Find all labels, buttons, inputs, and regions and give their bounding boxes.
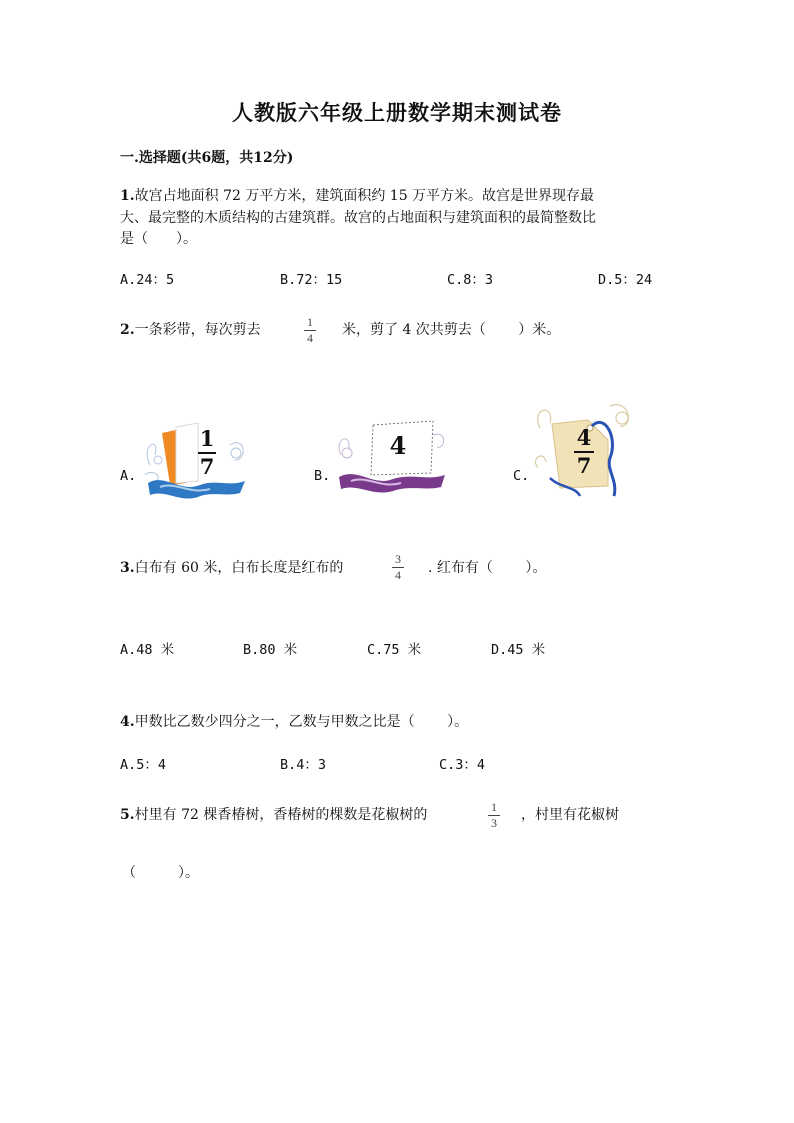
q4-option-a[interactable]: A.5：4 xyxy=(120,757,167,773)
q3-fraction xyxy=(389,553,407,582)
question-1-line-1 xyxy=(120,186,594,206)
image-number: 4 xyxy=(389,431,407,460)
fraction-numerator: 1 xyxy=(491,800,497,814)
fraction-denominator: 4 xyxy=(307,331,313,345)
question-5-text-b: ，村里有花椒树 xyxy=(521,807,619,823)
question-3-text-b: . 红布有（ ）。 xyxy=(428,560,547,576)
q1-option-d[interactable]: D.5：24 xyxy=(598,272,653,288)
q2-option-a-image[interactable] xyxy=(140,405,250,500)
q3-option-d[interactable]: D.45 米 xyxy=(491,642,546,658)
fraction-numerator: 3 xyxy=(395,552,401,566)
question-1-line-3: 是（ ）。 xyxy=(120,231,197,247)
question-5-answer-blank[interactable]: （ ）。 xyxy=(122,865,199,881)
question-text: 村里有 72 棵香椿树，香椿树的棵数是花椒树的 xyxy=(134,807,428,823)
image-fraction xyxy=(572,426,596,478)
q2-option-c-label[interactable]: C. xyxy=(513,468,530,484)
fraction-numerator: 1 xyxy=(199,426,215,451)
question-1-line-2: 大、最完整的木质结构的古建筑群。故宫的占地面积与建筑面积的最简整数比 xyxy=(120,210,596,226)
question-number: 1. xyxy=(120,188,135,204)
q4-option-c[interactable]: C.3：4 xyxy=(439,757,486,773)
question-text: 故宫占地面积 72 万平方米，建筑面积约 15 万平方米。故宫是世界现存最 xyxy=(134,188,595,204)
q1-option-a[interactable]: A.24：5 xyxy=(120,272,175,288)
q5-fraction xyxy=(485,801,503,830)
fraction-denominator: 3 xyxy=(491,816,497,830)
q3-option-c[interactable]: C.75 米 xyxy=(367,642,422,658)
question-text: 甲数比乙数少四分之一，乙数与甲数之比是（ ）。 xyxy=(134,714,469,730)
q1-option-b[interactable]: B.72：15 xyxy=(280,272,343,288)
image-fraction xyxy=(196,427,218,479)
fraction-numerator: 4 xyxy=(576,425,592,450)
fraction-denominator: 7 xyxy=(199,454,215,479)
question-number: 3. xyxy=(120,560,135,576)
question-text: 一条彩带，每次剪去 xyxy=(134,322,261,338)
question-5-text-a xyxy=(120,805,427,825)
question-4-text xyxy=(120,712,468,732)
question-number: 2. xyxy=(120,322,135,338)
q3-option-b[interactable]: B.80 米 xyxy=(243,642,298,658)
fraction-denominator: 4 xyxy=(395,568,401,582)
fraction-numerator: 1 xyxy=(307,315,313,329)
question-3-text-a xyxy=(120,558,343,578)
q2-fraction xyxy=(301,316,319,345)
q2-option-b-image[interactable] xyxy=(333,415,451,495)
section-heading: 一.选择题(共6题，共12分) xyxy=(120,150,294,166)
q1-option-c[interactable]: C.8：3 xyxy=(447,272,494,288)
fraction-denominator: 7 xyxy=(576,453,592,478)
q2-option-a-label[interactable]: A. xyxy=(120,468,137,484)
question-number: 4. xyxy=(120,714,135,730)
question-2-text-a xyxy=(120,320,261,340)
question-text: 白布有 60 米，白布长度是红布的 xyxy=(134,560,344,576)
question-number: 5. xyxy=(120,807,135,823)
ribbon-tag-illustration xyxy=(140,405,250,500)
q2-option-b-label[interactable]: B. xyxy=(314,468,331,484)
page-title: 人教版六年级上册数学期末测试卷 xyxy=(232,100,562,125)
q2-option-c-image[interactable] xyxy=(530,398,635,503)
q4-option-b[interactable]: B.4：3 xyxy=(280,757,327,773)
q3-option-a[interactable]: A.48 米 xyxy=(120,642,175,658)
question-2-text-b: 米，剪了 4 次共剪去（ ）米。 xyxy=(342,322,561,338)
